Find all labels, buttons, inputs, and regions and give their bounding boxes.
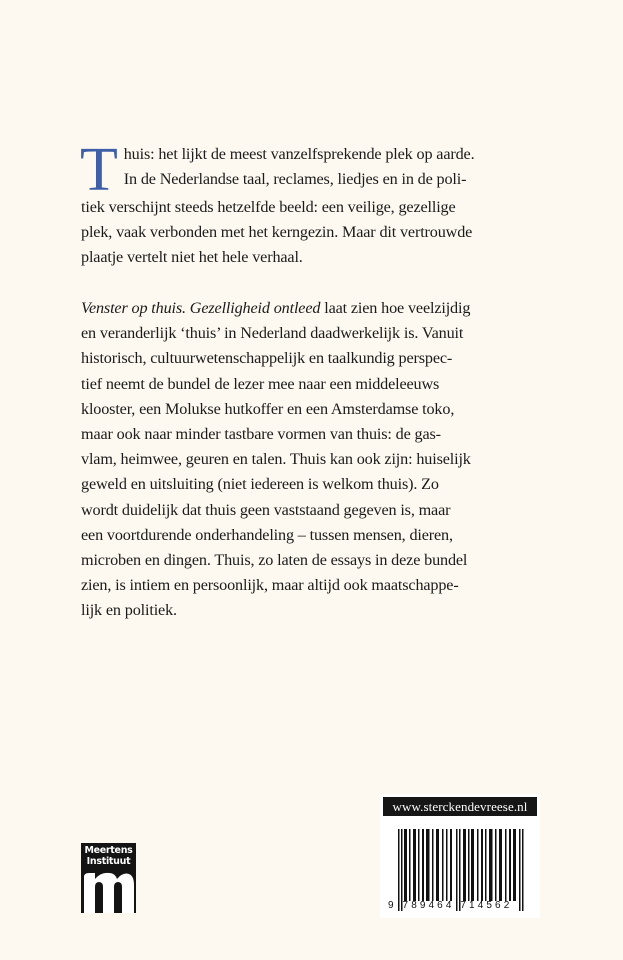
logo-text-line2: Instituut (86, 856, 131, 867)
meertens-instituut-logo (81, 843, 136, 913)
text-line: plaatje vertelt niet het hele verhaal. (81, 248, 303, 267)
text-line (81, 296, 551, 321)
text-line: geweld en uitsluiting (niet iedereen is welkom thuis). Zo (81, 475, 439, 494)
text-fragment: laat zien hoe veelzijdig (320, 299, 471, 317)
text-line: zien, is intiem en persoonlijk, maar altijd ook maatschappe- (81, 576, 459, 595)
book-title: Venster op thuis. Gezelligheid ontleed (81, 299, 321, 317)
text-line: en veranderlijk ‘thuis’ in Nederland daadwerkelijk is. Vanuit (81, 324, 464, 343)
text-line: klooster, een Molukse hutkoffer en een Amsterdamse toko, (81, 399, 455, 418)
text-line: maar ook naar minder tastbare vormen van thuis: de gas- (81, 425, 441, 444)
intro-paragraph (80, 136, 551, 271)
text-line: In de Nederlandse taal, reclames, liedjes en in de poli- (123, 170, 467, 189)
text-line: tief neemt de bundel de lezer mee naar een middeleeuws (81, 374, 440, 393)
drop-cap: T (80, 136, 118, 204)
text-line: historisch, cultuurwetenschappelijk en taalkundig perspec- (81, 349, 453, 368)
text-line: tiek verschijnt steeds hetzelfde beeld: een veilige, gezellige (81, 198, 456, 216)
text-line: een voortdurende onderhandeling – tussen mensen, dieren, (81, 525, 453, 544)
text-line: microben en dingen. Thuis, zo laten de essays in deze bundel (81, 551, 468, 570)
text-line: wordt duidelijk dat thuis geen vaststaand gegeven is, maar (81, 500, 451, 519)
text-line: lijk en politiek. (81, 601, 177, 620)
text-line: huis: het lijkt de meest vanzelfsprekende plek op aarde. (123, 145, 475, 163)
publisher-url: www.sterckendevreese.nl (383, 797, 537, 816)
isbn-barcode-icon (392, 829, 532, 911)
text-line: plek, vaak verbonden met het kerngezin. Maar dit vertrouwde (81, 223, 473, 242)
publisher-panel (380, 794, 540, 918)
isbn-number: 9 789464 714562 (388, 900, 513, 911)
logo-text-line1: Meertens (84, 845, 133, 856)
logo-m-icon (81, 869, 136, 913)
text-line: vlam, heimwee, geuren en talen. Thuis kan ook zijn: huiselijk (81, 450, 471, 469)
description-paragraph (81, 296, 551, 624)
